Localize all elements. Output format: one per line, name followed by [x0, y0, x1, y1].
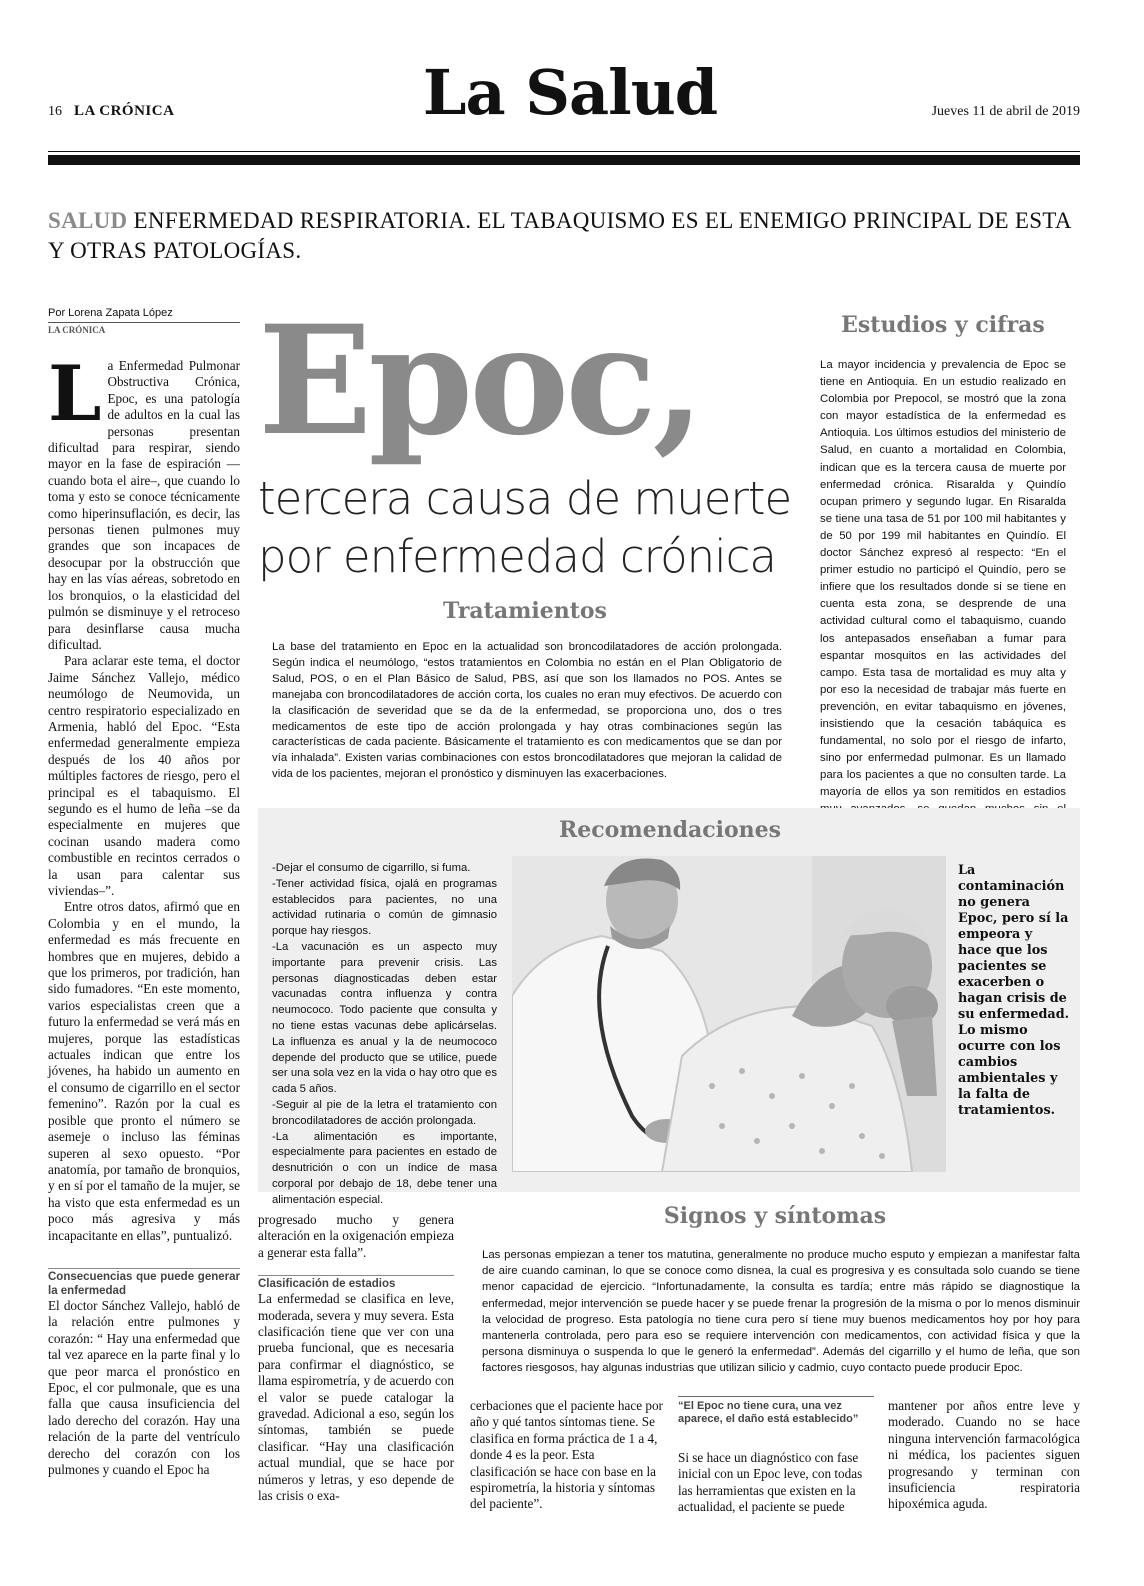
subhead-clasificacion: Clasificación de estadios	[258, 1275, 454, 1291]
recomendaciones-title: Recomendaciones	[558, 817, 782, 843]
kicker-text: ENFERMEDAD RESPIRATORIA. EL TABAQUISMO ES EL ENEMIGO PRINCIPAL DE ESTA Y OTRAS PATOLOGÍAS.	[48, 208, 1071, 263]
paragraph: El doctor Sánchez Vallejo, habló de la relación entre pulmones y corazón: “ Hay una enfermedad que tal vez aparece en la parte final y lo que peor marca el pronóstico en Epoc, el cor pulmonale, que es una falla que causa insuficiencia del lado derecho del corazón. Hay una relación de la parte del ventrículo derecho del corazón con los pulmones y cuando el Epoc ha	[48, 1297, 240, 1477]
header-rule-thin	[48, 151, 1080, 152]
recomendacion-item: -La alimentación es importante, especialmente para pacientes en estado de desnutrición o con un índice de masa corporal por debajo de 18, debe tener una alimentación especial.	[272, 1130, 497, 1206]
pull-quote-contaminacion: La contaminación no genera Epoc, pero sí la empeora y hace que los pacientes se exacerben o hagan crisis de su enfermedad. Lo mismo ocurre con los cambios ambientales y la falta de tratamientos.	[958, 863, 1070, 1118]
main-article-column-2	[258, 1212, 454, 1505]
tratamientos-text: La base del tratamiento en Epoc en la actualidad son broncodilatadores de acción prolongada. Según indica el neumólogo, “estos tratamientos en Colombia no están en el Plan Obligatorio de Salud, POS, o en el Plan Básico de Salud, PBS, así que son los llamados no POS. Antes se manejaba con broncodilatadores de acción corta, los cuales no eran muy efectivos. De acuerdo con la clasificación de severidad que se da de la enfermedad, se proporciona uno, dos o tres medicamentos de este tipo de acción prolongada y hay otras combinaciones según las características de cada paciente. Básicamente el tratamiento es con medicamentos que se dan por vía inhalada”. Existen varias combinaciones con estos broncodilatadores que mejoran la calidad de vida de los pacientes, mejoran el pronóstico y disminuyen las exacerbaciones.	[272, 641, 782, 781]
kicker-tag: SALUD	[48, 208, 128, 233]
paragraph-text: a Enfermedad Pulmonar Obstructiva Crónica, Epoc, es una patología de adultos en la cual las personas presentan dificultad para respirar, siendo mayor en la fase de espiración —cuando bota el aire–, que cuando lo toma y esto se conoce técnicamente como hiperinsuflación, es decir, las personas tienen pulmones muy grandes que son incapaces de desocupar por la obstrucción que hay en las vías aéreas, sobretodo en los bronquios, o la elasticidad del pulmón se disminuye y el retroceso para desinflarse causa mucha dificultad.	[48, 358, 240, 652]
main-article-column-5: mantener por años entre leve y moderado. Cuando no se hace ninguna intervención farmacológica ni médica, los pacientes siguen progresando y terminan con insuficiencia respiratoria hipoxémica aguda.	[888, 1398, 1080, 1512]
page-number: 16	[48, 104, 62, 119]
issue-date: Jueves 11 de abril de 2019	[931, 104, 1080, 119]
byline-author: Por Lorena Zapata López	[48, 307, 173, 319]
drop-cap: L	[48, 349, 102, 438]
tratamientos-title: Tratamientos	[443, 598, 607, 624]
main-article-column-1	[48, 349, 240, 1478]
byline-rule	[48, 322, 240, 323]
kicker	[48, 206, 1088, 266]
section-masthead: La Salud	[422, 56, 718, 129]
newspaper-name: LA CRÓNICA	[74, 103, 175, 119]
signos-text: Las personas empiezan a tener tos matutina, generalmente no produce mucho esputo y empiezan a manifestar falta de aire cuando caminan, lo que se conoce como disnea, la cual es progresiva y es consultada solo cuando se tiene menor capacidad de ejercicio. “Infortunadamente, la consulta es tardía; entre más rápido se diagnostique la enfermedad, mejor intervención se puede hacer y se puede frenar la progresión de la misma o por lo menos disminuir la velocidad de progreso. Esta patología no tiene cura pero sí tiene muy buenos medicamentos hoy por hoy para mantenerla controlada, pero para eso se requiere intervención con medicamentos, con actividad física y que la persona disminuya o suspenda lo que le generó la enfermedad”. Además del cigarrillo y el humo de leña, que son factores riesgosos, hay algunas industrias que utilizan silicio y cadmio, cuyo contacto puede producir Epoc.	[482, 1249, 1080, 1375]
paragraph: Para aclarar este tema, el doctor Jaime Sánchez Vallejo, médico neumólogo de Neumovida, un centro respiratorio especializado en Armenia, habló del Epoc. “Esta enfermedad generalmente empieza después de los 40 años por múltiples factores de riesgo, pero el principal es el tabaquismo. El segundo es el humo de leña –se da especialmente en mujeres que cocinan usando madera como combustible en recintos cerrados o la usan para calentar sus viviendas–”.	[48, 653, 240, 898]
byline-org: LA CRÓNICA	[48, 325, 106, 335]
paragraph: Entre otros datos, afirmó que en Colombia y en el mundo, la enfermedad es más frecuente en hombres que en mujeres, debido a que los primeros, por tradición, han sido fumadores. “En este momento, varios especialistas creen que a futuro la enfermedad se verá más en mujeres, porque las estadísticas actuales indican que entre los jóvenes, ha habido un aumento en el consumo de cigarrillo en el sector femenino”. Razón por la cual es posible que pronto el número se asemeje o incluso las féminas superen al sexo opuesto. “Por anatomía, por tamaño de bronquios, y en sí por el tamaño de la mujer, se ha visto que esta enfermedad es un poco más agresiva y más incapacitante en ellas”, puntualizó.	[48, 899, 240, 1243]
estudios-text: La mayor incidencia y prevalencia de Epoc se tiene en Antioquia. En un estudio realizado en Colombia por Prepocol, se mostró que la zona con mayor estadística de la enfermedad es Antioquia. Los últimos estudios del ministerio de Salud, en cuanto a mortalidad en Colombia, indican que es la tercera causa de muerte por enfermedad crónica. Risaralda y Quindío ocupan primero y segundo lugar. En Risaralda se tiene una tasa de 51 por 100 mil habitantes y de 50 por 199 mil habitantes en Quindío. El doctor Sánchez expresó al respecto: “En el primer estudio no participó el Quindío, pero se infiere que los resultados donde si se tiene en cuenta esta zona, se desprende de una actividad cultural como el tabaquismo, cuando los antepasados enseñaban a fumar para espantar mosquitos en las actividades del campo. Esta tasa de mortalidad es muy alta y por eso la necesidad de trabajar más fuerte en prevención, en evitar tabaquismo en jóvenes, insistiendo que la cesación tabáquica es fundamental, no solo por el riesgo de infarto, sino por enfermedad pulmonar. Es un llamado para los pacientes a que no consulten tarde. La mayoría de ellos ya son remitidos en estadios	[820, 359, 1066, 799]
main-article-column-4: Si se hace un diagnóstico con fase inicial con un Epoc leve, con todas las herramientas que existen en la actualidad, el paciente se puede	[678, 1450, 863, 1515]
recomendacion-item: -Dejar el consumo de cigarrillo, si fuma.	[272, 862, 471, 874]
pull-quote-cura: “El Epoc no tiene cura, una vez aparece, el daño está establecido”	[678, 1396, 874, 1426]
paragraph: La enfermedad se clasifica en leve, moderada, severa y muy severa. Esta clasificación tiene que ver con una prueba funcional, que es necesaria para confirmar el diagnóstico, se llama espirometría, y de acuerdo con el valor se puede catalogar la gravedad. Adicional a eso, según los síntomas, también se puede clasificar. “Hay una clasificación actual mundial, que se hace por números y letras, y eso depende de las crisis o exa-	[258, 1291, 454, 1504]
subhead-consecuencias: Consecuencias que puede generar la enfermedad	[48, 1268, 240, 1298]
paragraph: progresado mucho y genera alteración en la oxigenación empieza a generar esta falla”.	[258, 1212, 454, 1260]
deck-line-1: tercera causa de muerte	[258, 472, 792, 525]
deck-line-2: por enfermedad crónica	[258, 530, 776, 583]
recomendacion-item: -Seguir al pie de la letra el tratamiento con broncodilatadores de acción prolongada.	[272, 1098, 497, 1127]
recomendacion-item: -La vacunación es un aspecto muy importante para prevenir crisis. Las personas diagnosticadas deben estar vacunadas contra influenza y contra neumococo. Todo paciente que consulta y no tiene estas vacunas debe aplicárselas. La influenza es anual y la de neumococo depende del producto que se utilice, puede ser una sola vez en la vida o hay otro que es cada 5 años.	[272, 940, 497, 1096]
headline-main: Epoc,	[258, 293, 701, 469]
doctor-patient-photo	[512, 856, 946, 1172]
paragraph	[48, 349, 240, 653]
recomendaciones-list	[272, 861, 497, 1209]
main-article-column-3: cerbaciones que el paciente hace por año y qué tantos síntomas tiene. Se clasifica en forma práctica de 1 a 4, donde 4 es la peor. Esta clasificación se hace con base en la espirometría, la historia y síntomas del paciente”.	[470, 1398, 663, 1512]
estudios-title: Estudios y cifras	[841, 312, 1045, 338]
recomendacion-item: -Tener actividad física, ojalá en programas establecidos para pacientes, no una actividad rutinaria o común de gimnasio porque hay riesgos.	[272, 877, 497, 938]
signos-title: Signos y síntomas	[663, 1203, 887, 1229]
headline-deck	[258, 470, 798, 586]
header-rule-thick	[48, 155, 1080, 165]
